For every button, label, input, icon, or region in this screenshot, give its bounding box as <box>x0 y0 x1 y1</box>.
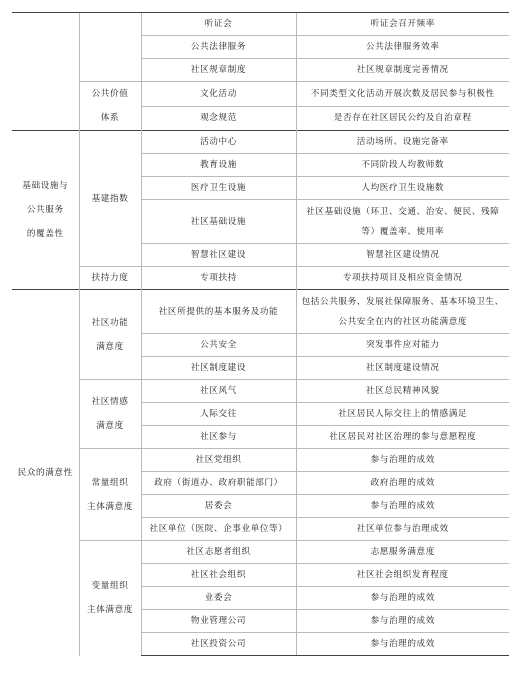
group-cell: 基建指数 <box>79 131 141 267</box>
measure-cell: 不同阶段人均教师数 <box>296 154 509 177</box>
group-name: 满意度 <box>96 341 124 352</box>
measure-cell: 社区社会组织发育程度 <box>296 564 509 587</box>
indicator-table <box>12 12 509 656</box>
indicator-cell: 社区志愿者组织 <box>141 541 296 564</box>
indicator-cell: 活动中心 <box>141 131 296 154</box>
indicator-cell: 业委会 <box>141 587 296 610</box>
measure-cell: 社区居民人际交往上的情感满足 <box>296 403 509 426</box>
measure-cell: 社区规章制度完善情况 <box>296 59 509 82</box>
indicator-cell: 社区风气 <box>141 380 296 403</box>
measure-cell: 智慧社区建设情况 <box>296 244 509 267</box>
group-name: 满意度 <box>96 421 124 431</box>
measure-cell: 专项扶持项目及相应资金情况 <box>296 267 509 290</box>
group-cell <box>79 82 141 131</box>
indicator-cell: 社区基础设施 <box>141 200 296 244</box>
indicator-cell: 教育设施 <box>141 154 296 177</box>
table-row <box>12 13 509 36</box>
category-cell <box>12 131 79 290</box>
group-name: 公共价值 <box>91 89 129 99</box>
table-row <box>12 541 509 564</box>
measure-cell: 社区制度建设情况 <box>296 357 509 380</box>
indicator-cell: 社区投资公司 <box>141 633 296 656</box>
indicator-cell: 居委会 <box>141 495 296 518</box>
measure-cell: 参与治理的成效 <box>296 610 509 633</box>
indicator-cell: 智慧社区建设 <box>141 244 296 267</box>
measure-cell: 社区总民精神风貌 <box>296 380 509 403</box>
indicator-cell: 观念规范 <box>141 106 296 131</box>
indicator-cell: 社区参与 <box>141 426 296 449</box>
measure-cell: 突发事件应对能力 <box>296 334 509 357</box>
indicator-cell: 社区所提供的基本服务及功能 <box>141 290 296 334</box>
measure-cell: 社区居民对社区治理的参与意愿程度 <box>296 426 509 449</box>
table-row <box>12 131 509 154</box>
measure-cell: 参与治理的成效 <box>296 495 509 518</box>
group-cell: 扶持力度 <box>79 267 141 290</box>
table-row <box>12 290 509 334</box>
measure-cell: 社区基础设施（环卫、交通、治安、便民、残障等）覆盖率、使用率 <box>296 200 509 244</box>
measure-cell: 参与治理的成效 <box>296 633 509 656</box>
table-row <box>12 267 509 290</box>
table-row <box>12 449 509 472</box>
table-row <box>12 82 509 107</box>
indicator-cell: 文化活动 <box>141 82 296 107</box>
measure-cell: 听证会召开频率 <box>296 13 509 36</box>
group-name: 主体满意度 <box>87 501 133 512</box>
category-cell <box>12 13 79 131</box>
measure-cell: 不同类型文化活动开展次数及居民参与积极性 <box>296 82 509 107</box>
indicator-cell: 专项扶持 <box>141 267 296 290</box>
group-name: 变量组织 <box>91 581 129 592</box>
indicator-cell: 社区制度建设 <box>141 357 296 380</box>
group-name: 社区功能 <box>91 317 129 328</box>
group-name: 主体满意度 <box>87 605 133 616</box>
indicator-cell: 医疗卫生设施 <box>141 177 296 200</box>
group-name: 社区情感 <box>91 397 129 407</box>
category-name: 公共服务 <box>26 205 64 215</box>
indicator-cell: 社区社会组织 <box>141 564 296 587</box>
indicator-cell: 公共法律服务 <box>141 36 296 59</box>
category-name: 基础设施与 <box>22 181 69 191</box>
measure-cell: 政府治理的成效 <box>296 472 509 495</box>
group-name: 常量组织 <box>91 477 129 488</box>
measure-cell: 包括公共服务、发展社保障服务、基本环境卫生、公共安全在内的社区功能满意度 <box>296 290 509 334</box>
indicator-cell: 社区规章制度 <box>141 59 296 82</box>
group-cell <box>79 541 141 656</box>
indicator-cell: 政府（街道办、政府职能部门） <box>141 472 296 495</box>
category-cell: 民众的满意性 <box>12 290 79 656</box>
measure-cell: 参与治理的成效 <box>296 587 509 610</box>
indicator-cell: 公共安全 <box>141 334 296 357</box>
indicator-cell: 社区单位（医院、企事业单位等） <box>141 518 296 541</box>
measure-cell: 公共法律服务效率 <box>296 36 509 59</box>
indicator-cell: 听证会 <box>141 13 296 36</box>
measure-cell: 志愿服务满意度 <box>296 541 509 564</box>
indicator-cell: 物业管理公司 <box>141 610 296 633</box>
group-cell <box>79 449 141 541</box>
group-name: 体系 <box>100 113 120 123</box>
measure-cell: 是否存在社区居民公约及自治章程 <box>296 106 509 131</box>
table-row <box>12 380 509 403</box>
indicator-cell: 人际交往 <box>141 403 296 426</box>
measure-cell: 活动场所、设施完备率 <box>296 131 509 154</box>
indicator-cell: 社区党组织 <box>141 449 296 472</box>
group-cell <box>79 13 141 82</box>
measure-cell: 参与治理的成效 <box>296 449 509 472</box>
group-cell <box>79 290 141 380</box>
category-name: 的覆盖性 <box>26 229 64 239</box>
group-cell <box>79 380 141 449</box>
measure-cell: 社区单位参与治理成效 <box>296 518 509 541</box>
measure-cell: 人均医疗卫生设施数 <box>296 177 509 200</box>
